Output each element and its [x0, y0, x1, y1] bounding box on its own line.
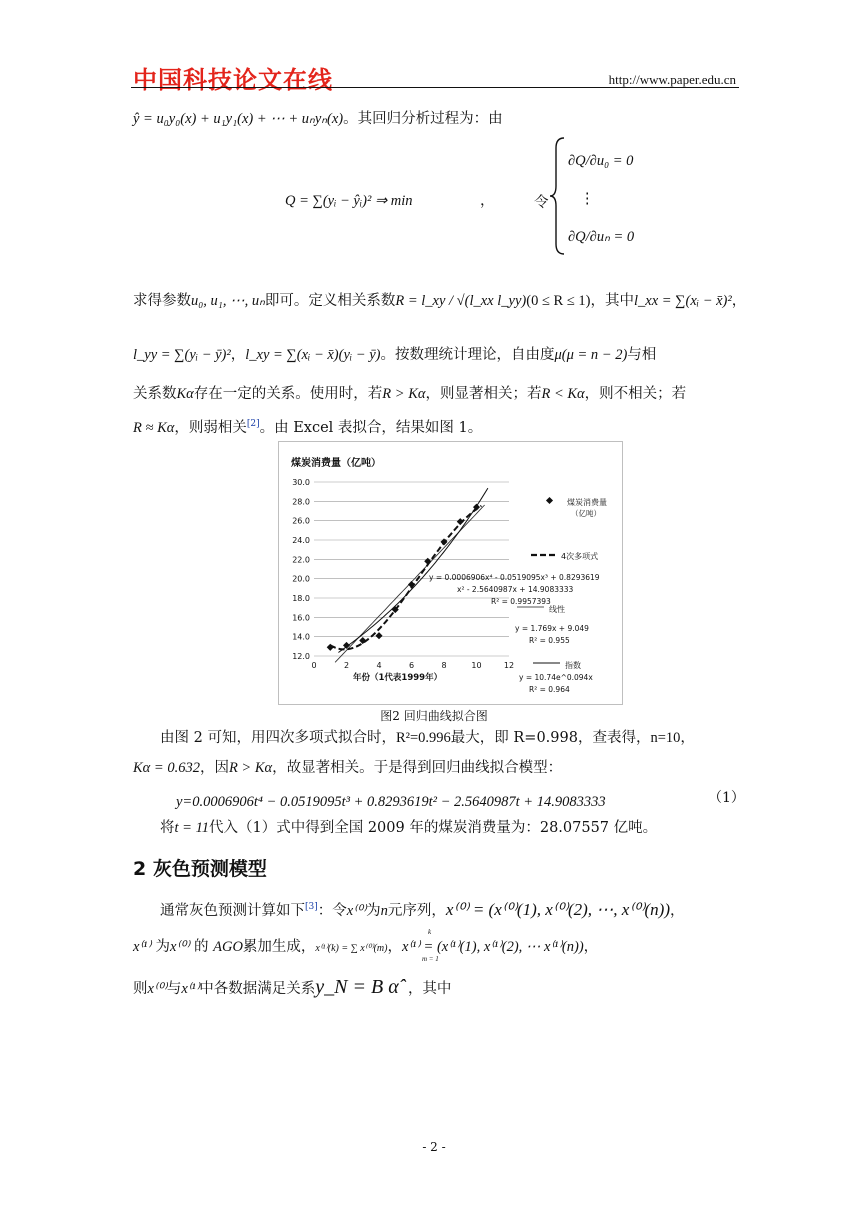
paragraph-significance — [133, 383, 686, 405]
series-exp-line — [338, 488, 488, 652]
formula-sum: x⁽¹⁾(k) = ∑ x⁽⁰⁾(m) — [315, 943, 388, 954]
formula-R-range: (0 ≤ R ≤ 1) — [526, 293, 591, 309]
chart-svg — [279, 442, 622, 704]
formula-r2: R²=0.996 — [395, 730, 451, 746]
text: 求得参数 — [133, 293, 191, 309]
formula-Q-min: Q = ∑(yᵢ − ŷᵢ)² ⇒ min — [285, 193, 413, 209]
x-tick-label: 0 — [311, 661, 317, 670]
formula-cond2: R < Kα — [541, 386, 585, 402]
x-tick-label: 6 — [408, 661, 415, 670]
data-point — [457, 518, 464, 525]
formula-x1-seq: x⁽¹⁾ = (x⁽¹⁾(1), x⁽¹⁾(2), ⋯ x⁽¹⁾(n)) — [402, 939, 584, 955]
annotation-lin-eq: y = 1.769x + 9.049 — [515, 624, 589, 633]
legend-linear: 线性 — [549, 605, 565, 614]
text: ， — [387, 939, 402, 955]
formula-x1: x⁽¹⁾ — [133, 939, 151, 955]
formula-lyy: l_yy = ∑(yᵢ − ȳ)² — [133, 347, 231, 363]
text: ，则显著相关；若 — [425, 386, 542, 402]
left-brace — [548, 136, 568, 256]
annotation-poly-r2: R² = 0.9957393 — [491, 597, 551, 606]
formula-x0: x⁽⁰⁾ — [147, 981, 167, 997]
section-heading: 2 灰色预测模型 — [133, 858, 267, 880]
citation-link[interactable]: [2] — [246, 419, 260, 429]
sum-lower-limit: m = 1 — [422, 955, 439, 963]
formula-R: R = l_xy / √(l_xx l_yy) — [395, 293, 527, 309]
formula-ago: AGO — [213, 939, 243, 955]
formula-yN: y_N = B α̂ — [315, 976, 399, 998]
page-number: - 2 - — [422, 1140, 446, 1154]
paragraph-grey-intro — [160, 896, 684, 922]
y-tick-label: 20.0 — [292, 574, 310, 584]
x-tick-label: 4 — [376, 661, 382, 670]
text: ，则弱相关 — [174, 419, 247, 436]
annotation-poly-eq1: y = 0.0006906x⁴ - 0.0519095x³ + 0.8293619 — [429, 573, 600, 582]
paragraph-lyy-lxy — [133, 344, 656, 366]
data-point — [375, 632, 382, 639]
header-url[interactable]: http://www.paper.edu.cn — [608, 72, 736, 87]
text: 代入（1）式中得到全国 2009 年的煤炭消费量为：28.07557 亿吨。 — [209, 820, 658, 836]
formula-Ka-value: Kα = 0.632 — [133, 760, 200, 776]
x-tick-label: 8 — [441, 661, 447, 670]
text: 的 — [194, 939, 209, 955]
data-point — [327, 644, 334, 651]
text: ， — [680, 730, 695, 746]
system-dots: ⋮ — [580, 191, 595, 207]
formula-compare: R > Kα — [228, 760, 273, 776]
y-tick-label: 24.0 — [292, 536, 310, 545]
text: ， — [230, 347, 246, 363]
text: 中各数据满足关系 — [199, 981, 316, 997]
equation-Q — [285, 190, 413, 212]
data-point — [440, 538, 447, 545]
text: 与 — [166, 981, 182, 997]
text: ：令 — [317, 902, 347, 919]
annotation-poly-eq2: x² - 2.5640987x + 14.9083333 — [457, 585, 574, 594]
text: ， — [731, 293, 747, 309]
text: ， — [669, 902, 685, 919]
legend-points: 煤炭消费量 — [567, 498, 607, 507]
text: ，其中 — [590, 293, 634, 309]
chart-title: 煤炭消费量（亿吨） — [291, 458, 381, 469]
text: 则 — [133, 981, 148, 997]
annotation-lin-r2: R² = 0.955 — [529, 636, 570, 645]
system-top: ∂Q/∂u₀ = 0 — [568, 153, 634, 169]
y-tick-label: 26.0 — [292, 516, 310, 526]
formula-n: n — [380, 902, 388, 919]
legend-poly: 4次多项式 — [561, 552, 599, 561]
text: 为 — [366, 902, 381, 919]
text: 即可。定义相关系数 — [264, 293, 396, 309]
text: 。按数理统计理论，自由度 — [380, 347, 555, 363]
text: ，则不相关；若 — [584, 386, 687, 402]
sum-upper-limit: k — [428, 928, 432, 936]
text: 累加生成， — [242, 939, 316, 955]
formula-lxy: l_xy = ∑(xᵢ − x̄)(yᵢ − ȳ) — [245, 347, 381, 363]
formula-yhat: ŷ = u₀y₀(x) + u₁y₁(x) + ⋯ + uₙyₙ(x) — [133, 111, 344, 127]
text: ，因 — [199, 760, 229, 776]
data-point — [359, 637, 366, 644]
formula-x0: x⁽⁰⁾ — [346, 902, 367, 919]
legend-exp: 指数 — [565, 661, 581, 670]
formula-x0: x⁽⁰⁾ — [170, 939, 190, 955]
text: 通常灰色预测计算如下 — [160, 902, 305, 919]
formula-mu: μ(μ = n − 2) — [554, 347, 628, 363]
annotation-exp-r2: R² = 0.964 — [529, 685, 570, 694]
equation-1: y=0.0006906t⁴ − 0.0519095t³ + 0.8293619t² − 2.5640987t + 14.9083333 — [176, 794, 606, 810]
ling-label: 令 — [534, 195, 549, 211]
formula-x1: x⁽¹⁾ — [181, 981, 200, 997]
text: ，故显著相关。于是得到回归曲线拟合模型： — [272, 760, 563, 776]
header-rule — [131, 87, 739, 88]
paragraph-correlation-def — [133, 290, 746, 312]
figure-regression-chart — [278, 441, 623, 705]
data-point — [424, 558, 431, 565]
paragraph-prediction — [160, 817, 657, 839]
system-bottom: ∂Q/∂uₙ = 0 — [568, 229, 635, 245]
equation-comma: ， — [480, 193, 495, 209]
x-tick-label: 2 — [343, 661, 350, 670]
paragraph-model-intro — [133, 757, 562, 779]
legend-points-unit: （亿吨） — [571, 509, 601, 518]
text: 。由 Excel 表拟合，结果如图 1。 — [259, 419, 483, 436]
text: 关系数 — [133, 386, 177, 402]
text: 将 — [160, 820, 175, 836]
paragraph-regression-intro — [133, 108, 503, 130]
paragraph-ago — [133, 936, 598, 960]
site-logo: 中国科技论文在线 — [133, 66, 333, 94]
equation-number: （1） — [708, 790, 745, 806]
annotation-exp-eq: y = 10.74e^0.094x — [519, 673, 593, 682]
y-tick-label: 12.0 — [292, 652, 310, 661]
text: 与相 — [627, 347, 657, 363]
legend-marker-points — [546, 497, 553, 504]
text: ，其中 — [407, 981, 452, 997]
y-tick-label: 22.0 — [292, 555, 310, 565]
formula-cond3: R ≈ Kα — [133, 419, 175, 436]
formula-lxx: l_xx = ∑(xᵢ − x̄)² — [633, 293, 732, 309]
citation-link[interactable]: [3] — [305, 902, 318, 912]
text: 最大，即 R=0.998，查表得， — [450, 730, 651, 746]
text: 存在一定的关系。使用时，若 — [193, 386, 383, 402]
y-tick-label: 30.0 — [292, 478, 310, 487]
paragraph-result — [160, 727, 695, 749]
text: 元序列， — [387, 902, 446, 919]
x-tick-label: 10 — [471, 661, 482, 670]
text: 由图 2 可知，用四次多项式拟合时， — [160, 730, 396, 746]
formula-cond1: R > Kα — [382, 386, 426, 402]
y-tick-label: 28.0 — [292, 497, 310, 507]
text: ， — [583, 939, 599, 955]
y-tick-label: 16.0 — [292, 613, 310, 623]
text: 为 — [155, 939, 171, 955]
text: 。其回归分析过程为：由 — [343, 111, 503, 127]
x-tick-label: 12 — [503, 661, 515, 670]
formula-n: n=10 — [650, 730, 681, 746]
y-tick-label: 14.0 — [292, 632, 310, 642]
paragraph-excel-fit — [133, 413, 482, 439]
formula-Ka: Kα — [176, 386, 194, 402]
figure-caption: 图2 回归曲线拟合图 — [380, 709, 488, 723]
x-axis-label: 年份（1代表1999年） — [353, 673, 443, 683]
formula-x0-seq: x⁽⁰⁾ = (x⁽⁰⁾(1), x⁽⁰⁾(2), ⋯, x⁽⁰⁾(n)) — [445, 899, 670, 919]
formula-params: u₀, u₁, ⋯, uₙ — [191, 293, 265, 309]
paragraph-relation — [133, 976, 451, 1000]
y-tick-label: 18.0 — [292, 594, 310, 603]
formula-t: t = 11 — [174, 820, 209, 836]
